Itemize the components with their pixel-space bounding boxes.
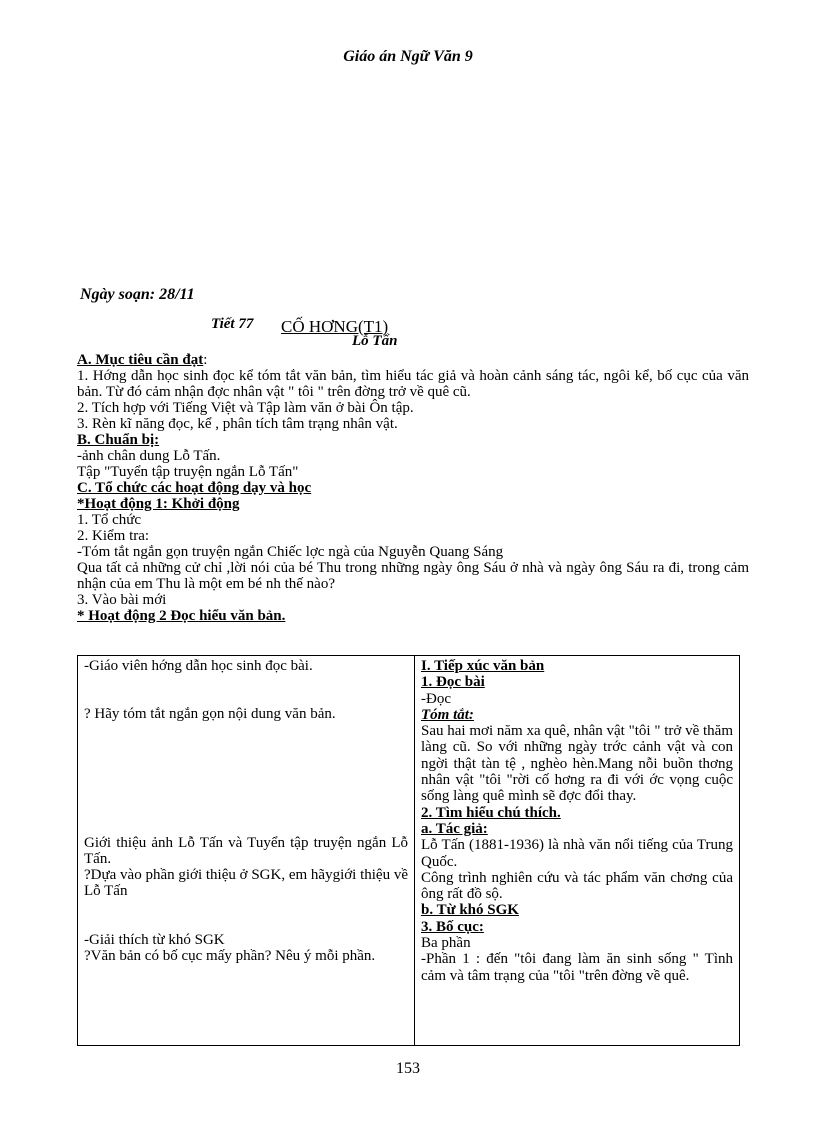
part-1-heading: I. Tiếp xúc văn bản [421, 658, 545, 674]
author-heading: a. Tác giả: [421, 820, 488, 837]
lesson-table [77, 655, 740, 1046]
summary-text: Sau hai mơi năm xa quê, nhân vật "tôi " trở về thăm làng cũ. So với những ngày trớc cảnh vật và con ngời thật tàn tệ , nghèo hèn.Mang nỗi buồn thơng nhân vật "tôi "rời cố hơng ra đi với ớc vọng cuộc sống làng quê mình sẽ đợc đổi thay. [421, 723, 733, 805]
teacher-activity-3: Giới thiệu ảnh Lỗ Tấn và Tuyển tập truyện ngắn Lỗ Tấn. [84, 834, 408, 867]
section-a-heading-line [77, 352, 749, 368]
author-text-1: Lỗ Tấn (1881-1936) là nhà văn nổi tiếng của Trung Quốc. [421, 837, 733, 870]
table-row [78, 656, 740, 1046]
teacher-activity-2: ? Hãy tóm tắt ngắn gọn nội dung văn bản. [84, 706, 336, 723]
objective-2: 2. Tích hợp với Tiếng Việt và Tập làm văn ở bài Ôn tập. [77, 400, 414, 416]
objective-1: 1. Hớng dẫn học sinh đọc kể tóm tắt văn bản, tìm hiểu tác giả và hoàn cảnh sáng tác, ngôi kể, bố cục của văn bản. Từ đó cảm nhận đợc nhân vật " tôi " trên đờng trở về quê cũ. [77, 368, 749, 400]
lesson-title: CỐ HƠNG(T1) [281, 317, 389, 336]
activity-1-item-3: -Tóm tắt ngắn gọn truyện ngắn Chiếc lợc ngà của Nguyễn Quang Sáng [77, 544, 504, 560]
preparation-item-2: Tập "Tuyển tập truyện ngắn Lỗ Tấn" [77, 464, 299, 480]
activity-1-item-5: 3. Vào bài mới [77, 592, 167, 608]
notes-heading: 2. Tìm hiểu chú thích. [421, 804, 561, 821]
structure-heading: 3. Bố cục: [421, 918, 484, 935]
structure-text-2: -Phần 1 : đến "tôi đang làm ăn sinh sống " Tình cảm và tâm trạng của "tôi "trên đờng về quê. [421, 951, 733, 984]
section-c-heading: C. Tổ chức các hoạt động dạy và học [77, 480, 312, 496]
preparation-date: Ngày soạn: 28/11 [80, 286, 195, 303]
vocab-heading: b. Từ khó SGK [421, 902, 519, 919]
teacher-activity-5: -Giải thích từ khó SGK [84, 931, 225, 948]
activity-1-heading: *Hoạt động 1: Khởi động [77, 496, 240, 512]
summary-label: Tóm tắt: [421, 706, 474, 723]
teacher-activity-1: -Giáo viên hớng dẫn học sinh đọc bài. [84, 658, 313, 674]
activity-1-item-2: 2. Kiểm tra: [77, 528, 150, 544]
author-text-2: Công trình nghiên cứu và tác phẩm văn chơng của ông rất đồ sộ. [421, 869, 733, 903]
document-header: Giáo án Ngữ Văn 9 [343, 48, 473, 65]
lesson-period: Tiết 77 [211, 316, 254, 332]
teacher-activity-6: ?Văn bản có bố cục mấy phần? Nêu ý mỗi phần. [84, 948, 376, 965]
section-a-heading: A. Mục tiêu cần đạt [77, 352, 204, 368]
lesson-body [77, 352, 749, 624]
structure-text-1: Ba phần [421, 935, 471, 952]
teacher-activities-cell [78, 656, 415, 1046]
section-b-heading: B. Chuẩn bị: [77, 432, 160, 448]
section-a-colon: : [203, 352, 208, 368]
preparation-item-1: -ảnh chân dung Lỗ Tấn. [77, 448, 221, 464]
activity-1-item-4: Qua tất cả những cử chỉ ,lời nói của bé Thu trong những ngày ông Sáu ở nhà và ngày ông Sáu ra đi, trong cảm nhận của em Thu là một em bé nh thế nào? [77, 560, 749, 592]
activity-2-heading: * Hoạt động 2 Đọc hiểu văn bản. [77, 608, 286, 624]
objective-3: 3. Rèn kĩ năng đọc, kể , phân tích tâm trạng nhân vật. [77, 416, 398, 432]
lesson-author: Lỗ Tấn [352, 333, 398, 349]
page-number: 153 [396, 1060, 420, 1077]
content-cell [415, 656, 740, 1046]
teacher-activity-4: ?Dựa vào phần giới thiệu ở SGK, em hãygiới thiệu về Lỗ Tấn [84, 867, 408, 900]
activity-1-item-1: 1. Tổ chức [77, 512, 142, 528]
reading-text: -Đọc [421, 690, 451, 707]
reading-heading: 1. Đọc bài [421, 674, 485, 691]
